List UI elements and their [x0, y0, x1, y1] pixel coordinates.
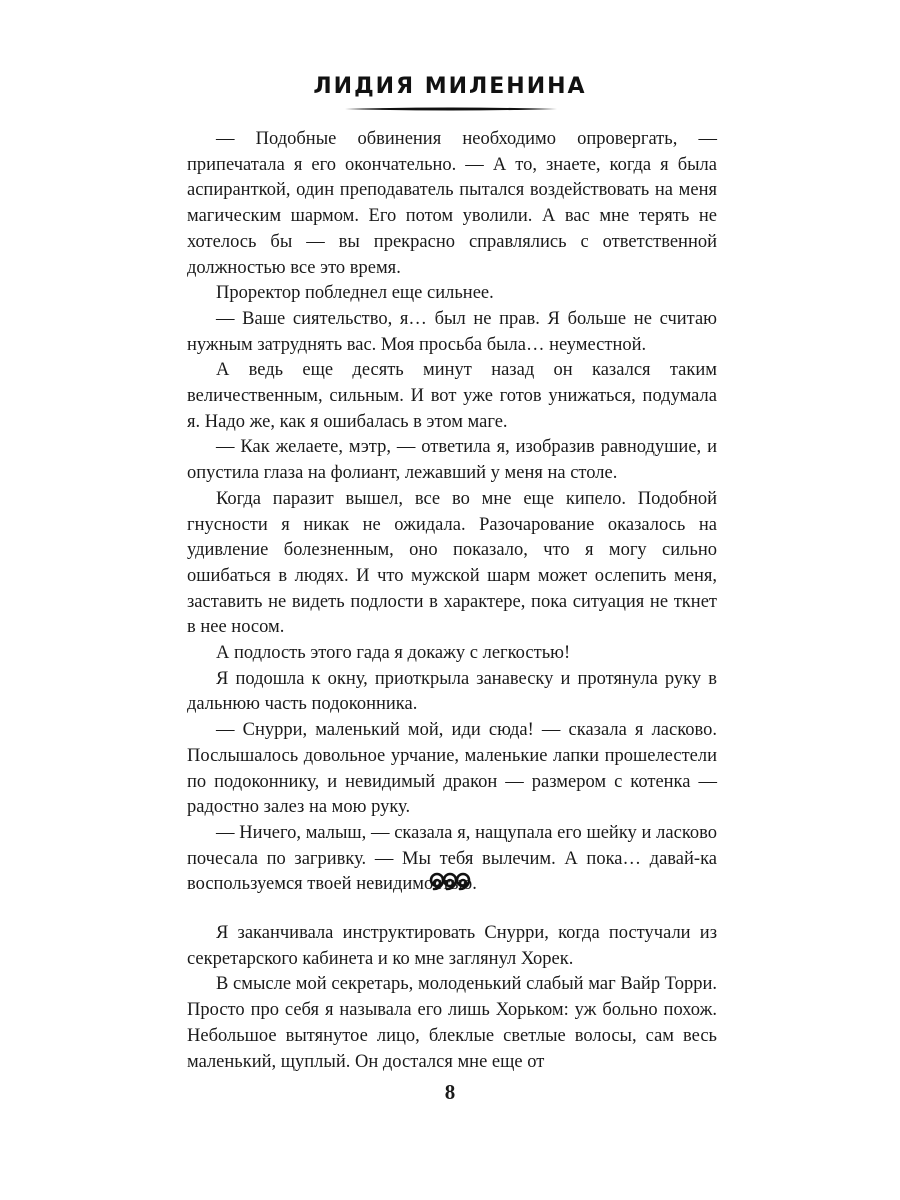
header-underline [345, 107, 557, 111]
paragraph: А ведь еще десять минут назад он казался таким величественным, сильным. И вот уже готов унижаться, подумала я. Надо же, как я ошибалась в этом маге. [187, 360, 717, 432]
author-name: ЛИДИЯ МИЛЕНИНА [313, 74, 587, 99]
paragraph: — Подобные обвинения необходимо опровергать, — припечатала я его окончательно. — А то, знаете, когда я была аспиранткой, один преподаватель пытался воздействовать на меня магическим шармом. Его потом уволили. А вас мне терять не хотелось бы — вы прекрасно справлялись с ответственной должностью все это время. [187, 129, 717, 278]
main-text-top [187, 127, 717, 898]
paragraph: Я подошла к окну, приоткрыла занавеску и протянула руку в дальнюю часть подоконника. [187, 668, 717, 715]
paragraph: А подлость этого гада я докажу с легкостью! [216, 643, 571, 664]
paragraph: — Ничего, малыш, — сказала я, нащупала его шейку и ласково почесала по загривку. — Мы тебя вылечим. А пока… давай-ка воспользуемся твоей невидимостью. [187, 822, 717, 895]
paragraph: — Как желаете, мэтр, — ответила я, изобразив равнодушие, и опустила глаза на фолиант, лежавший у меня на столе. [187, 437, 717, 484]
running-header [0, 74, 900, 99]
paragraph: В смысле мой секретарь, молоденький слабый маг Вайр Торри. Просто про себя я называла его лишь Хорьком: уж больно похож. Небольшое вытянутое лицо, блеклые светлые волосы, сам весь маленький, щуплый. Он достался мне еще от [187, 974, 717, 1072]
main-text-bottom [187, 921, 717, 1075]
paragraph: — Снурри, маленький мой, иди сюда! — сказала я ласково. Послышалось довольное урчание, маленькие лапки прошелестели по подоконнику, и невидимый дракон — размером с котенка — радостно залез на мою руку. [187, 720, 717, 818]
paragraph: — Ваше сиятельство, я… был не прав. Я больше не считаю нужным затруднять вас. Моя просьба была… неуместной. [187, 308, 717, 355]
page-number: 8 [444, 1080, 456, 1104]
spiral-ornament-icon [424, 870, 476, 896]
paragraph: Проректор побледнел еще сильнее. [216, 283, 494, 304]
paragraph: Я заканчивала инструктировать Снурри, когда постучали из секретарского кабинета и ко мне заглянул Хорек. [187, 923, 717, 969]
section-break [0, 870, 900, 900]
paragraph: Когда паразит вышел, все во мне еще кипело. Подобной гнусности я никак не ожидала. Разочарование оказалось на удивление болезненным, оно показало, что я могу сильно ошибаться в людях. И что мужской шарм может ослепить меня, заставить не видеть подлости в характере, пока ситуация не ткнет в нее носом. [187, 488, 717, 638]
